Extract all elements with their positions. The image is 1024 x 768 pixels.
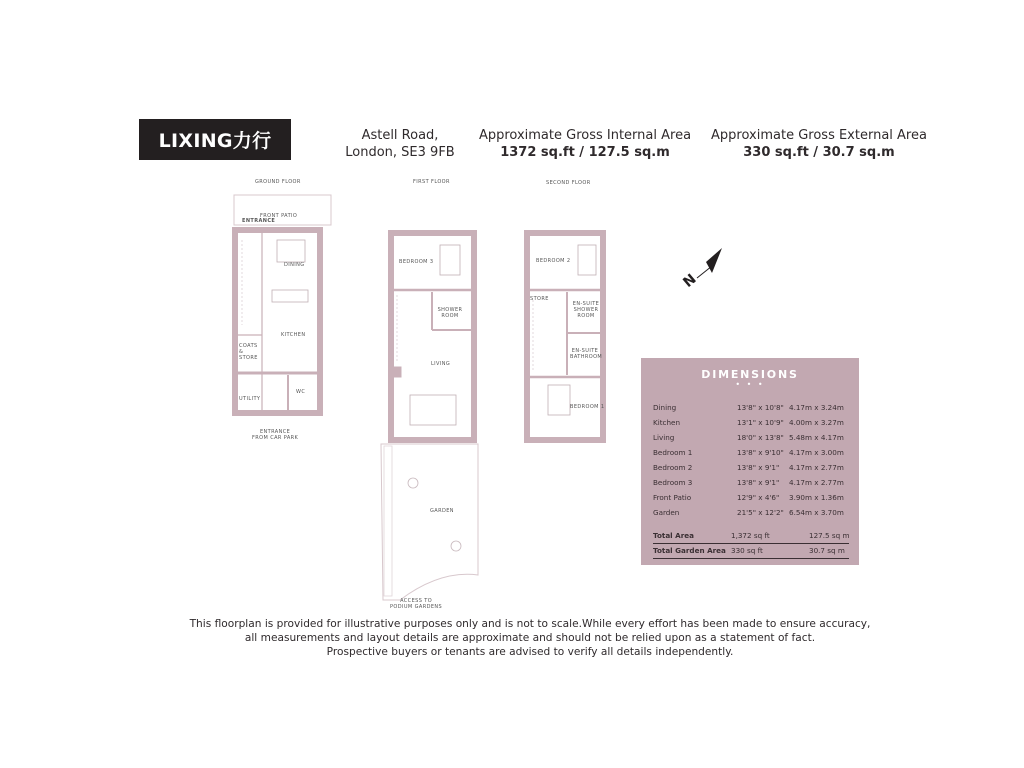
total-metric: 30.7 sq m <box>809 546 845 555</box>
row-imperial: 13'8" x 9'1" <box>737 463 780 472</box>
total-metric: 127.5 sq m <box>809 531 850 540</box>
room-label: GARDEN <box>430 508 454 514</box>
bed-1 <box>548 385 570 415</box>
dimension-row <box>653 446 849 460</box>
row-metric: 4.17m x 2.77m <box>789 463 844 472</box>
gea-value: 330 sq.ft / 30.7 sq.m <box>743 145 895 160</box>
room-label: SHOWER ROOM <box>437 307 463 319</box>
row-room: Front Patio <box>653 493 692 502</box>
address-line-2: London, SE3 9FB <box>345 145 455 160</box>
row-imperial: 18'0" x 13'8" <box>737 433 784 442</box>
row-room: Bedroom 1 <box>653 448 693 457</box>
first-access-note <box>390 598 442 610</box>
note-line: FROM CAR PARK <box>252 435 299 441</box>
row-room: Kitchen <box>653 418 681 427</box>
room-label: KITCHEN <box>281 332 306 338</box>
total-garden-row <box>653 544 849 559</box>
dimension-row <box>653 416 849 430</box>
note-line: ACCESS TO <box>400 598 433 604</box>
dimensions-title: DIMENSIONS <box>701 368 799 381</box>
room-label: EN-SUITE BATHROOM <box>570 348 603 360</box>
compass <box>697 248 722 278</box>
compass-north-label: N <box>680 271 700 291</box>
disclaimer-line: Prospective buyers or tenants are advised to verify all details independently. <box>326 646 734 658</box>
dimension-row <box>653 491 849 505</box>
row-room: Garden <box>653 508 680 517</box>
total-imperial: 330 sq ft <box>731 546 763 555</box>
row-metric: 4.00m x 3.27m <box>789 418 844 427</box>
row-metric: 5.48m x 4.17m <box>789 433 844 442</box>
first-floor-plan <box>381 233 478 600</box>
dimension-row <box>653 506 849 520</box>
room-label: ENTRANCE <box>242 218 276 224</box>
row-room: Dining <box>653 403 677 412</box>
ground-floor-plan <box>234 195 331 413</box>
address-line-1: Astell Road, <box>361 128 439 143</box>
ground-entrance-note <box>252 429 298 441</box>
room-label: BEDROOM 1 <box>570 404 605 410</box>
dimension-row <box>653 476 849 490</box>
disclaimer-line: This floorplan is provided for illustrative purposes only and is not to scale.While every effort has been made to ensure accuracy, <box>189 618 871 630</box>
dimension-row <box>653 431 849 445</box>
dimensions-panel <box>641 358 859 565</box>
note-line: ENTRANCE <box>259 429 291 435</box>
total-label: Total Area <box>653 531 694 540</box>
room-label: BEDROOM 3 <box>399 259 434 265</box>
row-room: Bedroom 2 <box>653 463 693 472</box>
total-imperial: 1,372 sq ft <box>731 531 770 540</box>
room-label: EN-SUITE SHOWER ROOM <box>572 301 600 319</box>
row-metric: 4.17m x 2.77m <box>789 478 844 487</box>
garden-outline <box>381 444 478 600</box>
bed-3 <box>440 245 460 275</box>
disclaimer-line: all measurements and layout details are approximate and should not be relied upon as a statement of fact. <box>244 632 816 644</box>
sofa-set <box>410 395 456 425</box>
first-floor-title: FIRST FLOOR <box>413 179 450 185</box>
brand-logo: LIXING力行 <box>139 119 291 160</box>
row-metric: 3.90m x 1.36m <box>789 493 844 502</box>
row-imperial: 13'8" x 9'1" <box>737 478 780 487</box>
room-label: FRONT PATIO <box>260 213 298 219</box>
dimensions-dots: • • • <box>735 380 765 389</box>
total-area-row <box>653 529 849 544</box>
gia-label: Approximate Gross Internal Area <box>478 128 692 143</box>
dining-table <box>277 240 305 262</box>
room-label: WC <box>296 389 306 395</box>
room-label: UTILITY <box>239 396 261 402</box>
row-imperial: 13'8" x 9'10" <box>737 448 784 457</box>
room-label: DINING <box>284 262 305 268</box>
room-label: LIVING <box>431 361 451 367</box>
dimension-row <box>653 461 849 475</box>
row-room: Bedroom 3 <box>653 478 693 487</box>
dimension-row <box>653 401 849 415</box>
row-metric: 6.54m x 3.70m <box>789 508 844 517</box>
row-imperial: 12'9" x 4'6" <box>737 493 780 502</box>
ground-floor-title: GROUND FLOOR <box>255 179 301 185</box>
row-metric: 4.17m x 3.24m <box>789 403 844 412</box>
row-room: Living <box>653 433 675 442</box>
ground-floor-walls <box>235 230 320 413</box>
room-label: BEDROOM 2 <box>536 258 571 264</box>
gea-label: Approximate Gross External Area <box>711 128 927 143</box>
row-imperial: 13'8" x 10'8" <box>737 403 784 412</box>
bed-2 <box>578 245 596 275</box>
gia-value: 1372 sq.ft / 127.5 sq.m <box>500 145 670 160</box>
note-line: PODIUM GARDENS <box>390 604 443 610</box>
total-label: Total Garden Area <box>653 546 726 555</box>
row-imperial: 13'1" x 10'9" <box>737 418 784 427</box>
kitchen-island <box>272 290 308 302</box>
row-imperial: 21'5" x 12'2" <box>737 508 784 517</box>
room-label: COATS & STORE <box>239 343 258 361</box>
disclaimer <box>150 617 910 659</box>
room-label: STORE <box>530 296 549 302</box>
second-floor-title: SECOND FLOOR <box>546 180 591 186</box>
row-metric: 4.17m x 3.00m <box>789 448 844 457</box>
